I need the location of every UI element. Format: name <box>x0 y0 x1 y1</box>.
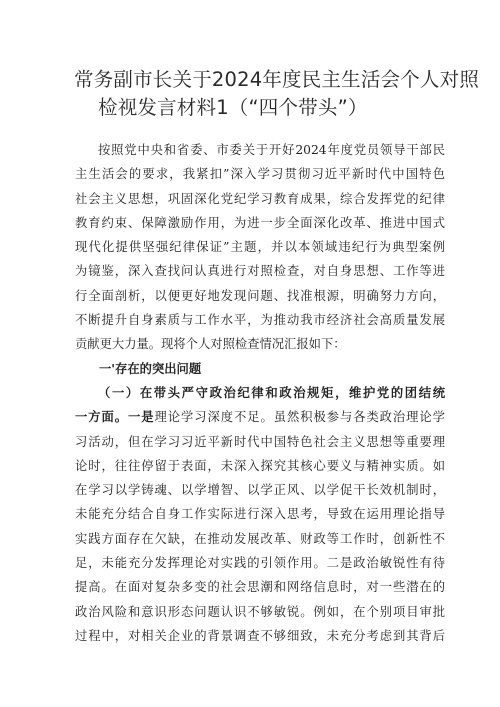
intro-line: 主生活会的要求，我紧扣”深入学习贯彻习近平新时代中国特色 <box>75 167 445 182</box>
intro-line: 不断提升自身素质与工作水平，为推动我市经济社会高质量发展 <box>75 313 445 328</box>
subsection-heading-continued <box>75 405 445 429</box>
subsection-heading: （一）在带头严守政治纪律和政治规矩，维护党的团结统 <box>98 384 445 400</box>
subsection-heading-bold: 一方面。一是 <box>75 409 155 425</box>
body-line: 在学习以学铸魂、以学增智、以学正风、以学促干长效机制时， <box>75 483 445 498</box>
body-line: 政治风险和意识形态问题认识不够敏锐。例如，在个别项目审批 <box>75 604 445 619</box>
body-line: 习活动，但在学习习近平新时代中国特色社会主义思想等重要理 <box>75 434 445 449</box>
body-line: 论时，往往停留于表面，未深入探究其核心要义与精神实质。如 <box>75 458 445 473</box>
intro-line: 现代化提供坚强纪律保证”主题，并以本领域违纪行为典型案例 <box>75 240 445 255</box>
body-line: 足，未能充分发挥理论对实践的引领作用。二是政治敏锐性有待 <box>75 556 445 571</box>
intro-line: 为镜鉴，深入查找问认真进行对照检查，对自身思想、工作等进 <box>75 264 445 279</box>
section-heading: 一'存在的突出问题 <box>99 360 202 376</box>
body-text: 理论学习深度不足。虽然积极参与各类政治理论学 <box>154 410 445 425</box>
title-line-1: 常务副市长关于2024年度民主生活会个人对照 <box>74 68 480 91</box>
intro-line: 行全面剖析，以便更好地发现问题、找准根源，明确努力方向， <box>75 288 445 303</box>
document-body <box>75 138 445 648</box>
intro-line: 教育约束、保障激励作用，为进一步全面深化改革、推进中国式 <box>75 215 445 230</box>
title-line-2: 检视发言材料1（“四个带头”） <box>98 96 368 119</box>
body-line: 未能充分结合自身工作实际进行深入思考，导致在运用理论指导 <box>75 507 445 522</box>
body-line: 实践方面存在欠缺，在推动发展改革、财政等工作时，创新性不 <box>75 531 445 546</box>
intro-line: 贡献更大力量。现将个人对照检查情况汇报如下： <box>75 337 346 352</box>
body-line: 过程中，对相关企业的背景调查不够细致，未充分考虑到其背后 <box>75 628 445 643</box>
document-title <box>74 66 480 122</box>
intro-line: 社会主义思想，巩固深化党纪学习教育成果，综合发挥党的纪律 <box>75 191 445 206</box>
body-line: 提高。在面对复杂多变的社会思潮和网络信息时，对一些潜在的 <box>75 580 445 595</box>
intro-line: 按照党中央和省委、市委关于开好2024年度党员领导干部民 <box>98 143 445 157</box>
